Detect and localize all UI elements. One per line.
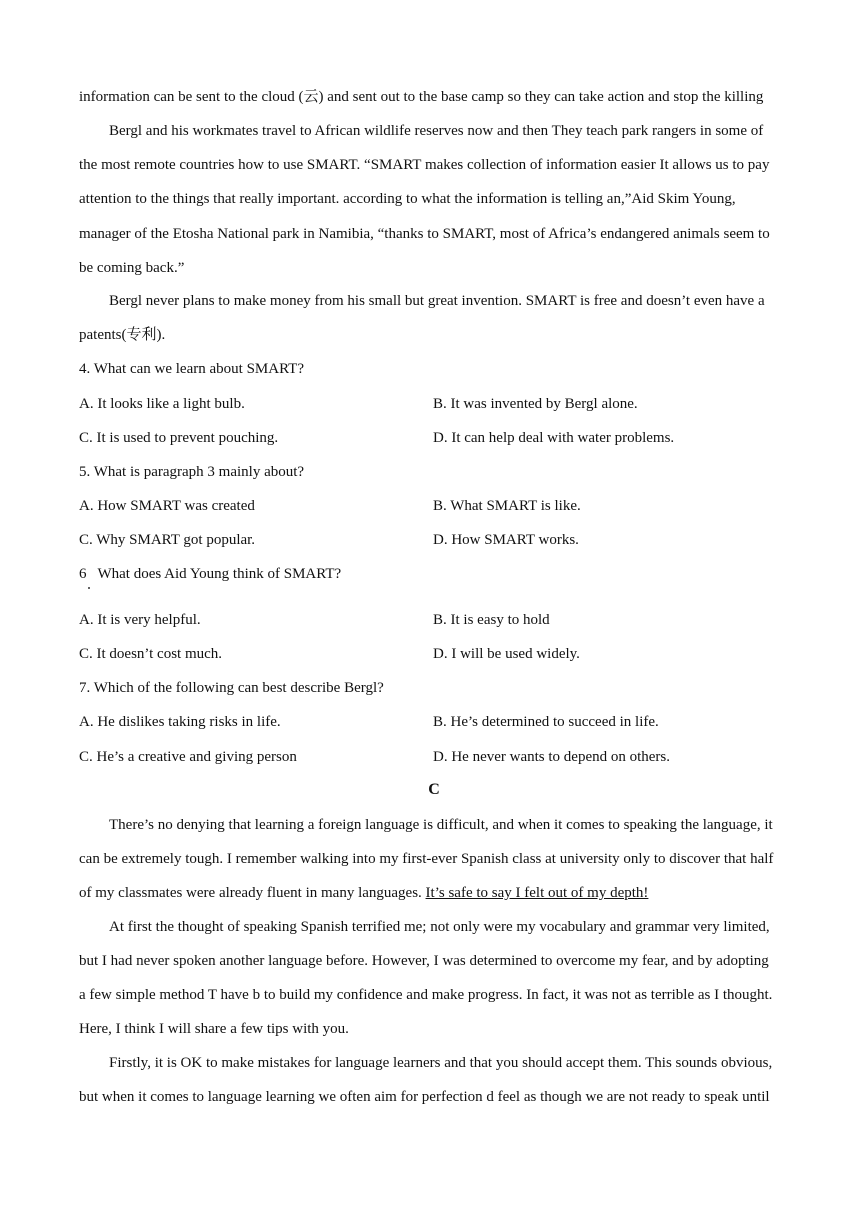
passage-line: Bergl and his workmates travel to African wildlife reserves now and then They teach park rangers in some of xyxy=(109,123,764,139)
option-b: B. What SMART is like. xyxy=(433,498,581,514)
option-d: D. How SMART works. xyxy=(433,532,579,548)
option-d: D. It can help deal with water problems. xyxy=(433,430,675,446)
passage-text: of my classmates were already fluent in many languages. xyxy=(79,885,422,901)
option-c: C. He’s a creative and giving person xyxy=(79,749,297,765)
option-b: B. It is easy to hold xyxy=(433,612,550,628)
passage-line xyxy=(79,883,648,903)
option-c: C. It doesn’t cost much. xyxy=(79,646,223,662)
underlined-sentence: It’s safe to say I felt out of my depth! xyxy=(425,885,649,901)
option-b: B. He’s determined to succeed in life. xyxy=(433,714,659,730)
passage-line: Firstly, it is OK to make mistakes for language learners and that you should accept them. This sounds obvious, xyxy=(109,1055,773,1071)
stray-dot-mark xyxy=(88,587,90,589)
section-heading: C xyxy=(428,781,440,798)
passage-line: attention to the things that really important. according to what the information is telling an,”Aid Skim Young, xyxy=(79,191,736,207)
passage-line: a few simple method T have b to build my confidence and make progress. In fact, it was not as terrible as I thought. xyxy=(79,987,773,1003)
option-c: C. Why SMART got popular. xyxy=(79,532,256,548)
option-a: A. It is very helpful. xyxy=(79,612,201,628)
passage-line: the most remote countries how to use SMART. “SMART makes collection of information easier It allows us to pay xyxy=(79,157,770,173)
passage-line: manager of the Etosha National park in Namibia, “thanks to SMART, most of Africa’s endangered animals seem to xyxy=(79,226,770,242)
option-a: A. How SMART was created xyxy=(79,498,255,514)
option-d: D. I will be used widely. xyxy=(433,646,580,662)
passage-line: At first the thought of speaking Spanish terrified me; not only were my vocabulary and grammar very limited, xyxy=(109,919,770,935)
passage-line: patents(专利). xyxy=(79,327,166,343)
option-a: A. It looks like a light bulb. xyxy=(79,396,245,412)
option-c: C. It is used to prevent pouching. xyxy=(79,430,279,446)
passage-line: Bergl never plans to make money from his small but great invention. SMART is free and doesn’t even have a xyxy=(109,293,765,309)
question-stem: 7. Which of the following can best describe Bergl? xyxy=(79,680,384,696)
passage-line: Here, I think I will share a few tips with you. xyxy=(79,1021,349,1037)
option-b: B. It was invented by Bergl alone. xyxy=(433,396,638,412)
option-d: D. He never wants to depend on others. xyxy=(433,749,671,765)
option-a: A. He dislikes taking risks in life. xyxy=(79,714,281,730)
question-stem: 5. What is paragraph 3 mainly about? xyxy=(79,464,305,480)
passage-line: be coming back.” xyxy=(79,260,185,276)
passage-line: can be extremely tough. I remember walking into my first-ever Spanish class at university only to discover that half xyxy=(79,851,774,867)
passage-line: but when it comes to language learning we often aim for perfection d feel as though we are not ready to speak until xyxy=(79,1089,770,1105)
question-stem: 4. What can we learn about SMART? xyxy=(79,361,305,377)
passage-line: information can be sent to the cloud (云) and sent out to the base camp so they can take action and stop the killing xyxy=(79,89,764,105)
question-stem: 6 What does Aid Young think of SMART? xyxy=(79,566,342,582)
passage-line: There’s no denying that learning a foreign language is difficult, and when it comes to speaking the language, it xyxy=(109,817,773,833)
passage-line: but I had never spoken another language before. However, I was determined to overcome my fear, and by adopting xyxy=(79,953,769,969)
